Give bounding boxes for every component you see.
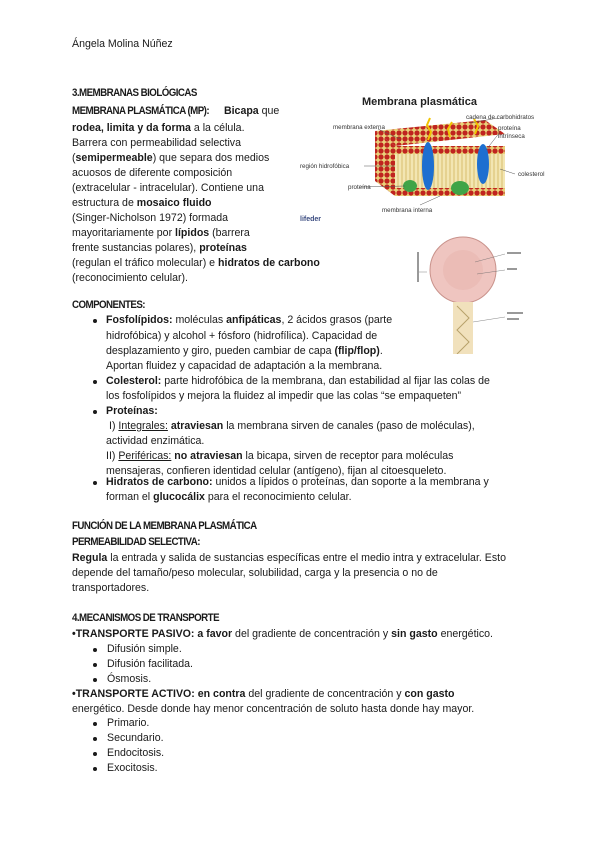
label-inner-membrane: membrana interna (382, 207, 433, 214)
intro-line (72, 227, 250, 240)
text: desplazamiento y giro, pueden cambiar de capa (106, 345, 335, 357)
protein-green (451, 181, 469, 195)
proteinas-perifericas: mensajeras, confieren identidad celular (antígeno), fijan al citoesqueleto. (106, 465, 447, 477)
underlined-term: Periféricas: (118, 450, 172, 462)
label-intrinsic-protein: proteína (498, 125, 521, 132)
bold-term: no atraviesan (171, 450, 243, 462)
bold-term: Fosfolípidos: (106, 314, 173, 326)
text: del gradiente de concentración y (245, 688, 405, 700)
colesterol-line: los fosfolípidos y mejora la fluidez al impedir que las colas “se empaqueten” (106, 390, 462, 402)
label-carbohydrate-chain: cadena de carbohidratos (466, 114, 535, 121)
text: la membrana sirven de canales (paso de moléculas), (223, 420, 475, 432)
bold-term: (flip/flop) (334, 345, 380, 357)
bold-term: Hidratos de carbono: (106, 476, 213, 488)
protein-green (403, 180, 417, 192)
bold-term: sin gasto (391, 628, 438, 640)
bullet-icon (93, 481, 97, 485)
list-item: Ósmosis. (107, 673, 152, 685)
bullet-icon (93, 752, 97, 756)
intro-line: acuosos de diferente composición (72, 167, 233, 179)
label-protein: proteína (348, 184, 371, 191)
bold-term: anfipáticas (226, 314, 282, 326)
bullet-icon (93, 410, 97, 414)
bold-term: en contra (194, 688, 246, 700)
membrane-heads-upper (395, 146, 505, 154)
list-item: Difusión facilitada. (107, 658, 193, 670)
text: unidos a lípidos o proteínas, dan soporte a la membrana y (212, 476, 489, 488)
function-paragraph: transportadores. (72, 582, 150, 594)
list-item: Primario. (107, 717, 150, 729)
components-title: COMPONENTES: (72, 299, 145, 311)
intro-line (72, 257, 320, 270)
text: la bicapa, sirven de receptor para moléculas (242, 450, 454, 462)
mp-title: MEMBRANA PLASMÁTICA (MP): (72, 105, 210, 117)
section-title: 4.MECANISMOS DE TRANSPORTE (72, 612, 220, 624)
text: moléculas (172, 314, 227, 326)
bullet-icon (93, 648, 97, 652)
bold-term: con gasto (404, 688, 455, 700)
intro-line: (Singer-Nicholson 1972) formada (72, 212, 229, 224)
fosfolipidos-line: hidrofóbica) y alcohol + fósforo (hidrofílica). Capacidad de (106, 330, 378, 342)
underlined-term: Integrales: (118, 420, 168, 432)
intro-line: (reconocimiento celular). (72, 272, 188, 284)
function-title: FUNCIÓN DE LA MEMBRANA PLASMÁTICA (72, 520, 257, 532)
watermark-logo: lifeder (300, 216, 322, 223)
fosfolipidos-line: desplazamiento y giro, pueden cambiar de capa (flip/flop). (106, 345, 383, 357)
bullet-icon (93, 737, 97, 741)
label-outer-membrane: membrana externa (333, 124, 385, 131)
bold-term: proteínas (199, 242, 247, 254)
label-hydrophobic-region: región hidrofóbica (300, 163, 350, 170)
proteinas-perifericas (106, 450, 453, 463)
bold-term: Regula (72, 552, 108, 564)
intro-line (72, 122, 245, 135)
author-name: Ángela Molina Núñez (72, 38, 173, 50)
intro-line: Barrera con permeabilidad selectiva (72, 137, 241, 149)
fosfolipidos-line (106, 314, 392, 327)
cell-inner (443, 250, 483, 290)
bold-term: hidratos de carbono (218, 257, 320, 269)
text: ) que separa dos medios (152, 152, 270, 164)
text: , 2 ácidos grasos (parte (281, 314, 393, 326)
intro-line (72, 242, 247, 255)
fosfolipidos-line: Aportan fluidez y capacidad de adaptación a la membrana. (106, 360, 383, 372)
intro-line (72, 197, 212, 210)
intro-line (72, 152, 269, 165)
transport-passive-line (72, 628, 493, 641)
text: estructura de (72, 197, 137, 209)
cell-diagram-illustration (415, 232, 545, 354)
text: mayoritariamente por (72, 227, 176, 239)
bold-term: •TRANSPORTE PASIVO: (72, 628, 195, 640)
text: energético. (437, 628, 493, 640)
protein-blue (477, 144, 489, 184)
intro-line (72, 105, 279, 118)
hidratos-line (106, 491, 352, 504)
cell-diagram (415, 232, 545, 354)
list-item: Endocitosis. (107, 747, 165, 759)
text: parte hidrofóbica de la membrana, dan estabilidad al fijar las colas de (161, 375, 490, 387)
text: (barrera (209, 227, 250, 239)
list-item: Difusión simple. (107, 643, 182, 655)
text: frente sustancias polares), (72, 242, 200, 254)
transport-active-line: energético. Desde donde hay menor concentración de soluto hasta donde hay mayor. (72, 703, 475, 715)
protein-blue (422, 142, 434, 190)
text: I) (109, 420, 119, 432)
bullet-icon (93, 767, 97, 771)
text: forman el (106, 491, 154, 503)
bullet-icon (93, 319, 97, 323)
membrane-figure (300, 94, 550, 226)
bullet-icon (93, 722, 97, 726)
cell-stalk (453, 302, 473, 354)
bold-term: Bicapa (223, 105, 259, 117)
text: II) (106, 450, 119, 462)
bold-term: atraviesan (167, 420, 224, 432)
membrane-top-surface (375, 120, 505, 146)
bullet-icon (93, 380, 97, 384)
bold-term: semipermeable (75, 152, 153, 164)
bold-term: Proteínas: (106, 405, 158, 417)
function-paragraph (72, 552, 506, 565)
text: del gradiente de concentración y (232, 628, 392, 640)
bold-term: lípidos (175, 227, 210, 239)
text: la entrada y salida de sustancias específicas entre el medio intra y extracelular. Esto (107, 552, 506, 564)
section-title: 3.MEMBRANAS BIOLÓGICAS (72, 87, 197, 99)
function-subtitle: PERMEABILIDAD SELECTIVA: (72, 536, 200, 548)
bold-term: Colesterol: (106, 375, 162, 387)
proteinas-integrales (109, 420, 475, 433)
bold-term: •TRANSPORTE ACTIVO: (72, 688, 195, 700)
label-intrinsic-protein-2: intrínseca (498, 133, 525, 140)
bold-term: rodea, limita y da forma (72, 122, 191, 134)
text: ( (72, 152, 76, 164)
function-paragraph: depende del tamaño/peso molecular, solubilidad, carga y la presencia o no de (72, 567, 438, 579)
intro-line: (extracelular - intracelular). Contiene una (72, 182, 264, 194)
bold-term: glucocálix (153, 491, 205, 503)
proteinas-integrales: actividad enzimática. (106, 435, 205, 447)
text: para el reconocimiento celular. (204, 491, 352, 503)
transport-active-line (72, 688, 454, 701)
label-cholesterol: colesterol (518, 171, 545, 178)
proteinas-title (106, 405, 158, 418)
figure-title: Membrana plasmática (362, 96, 477, 108)
hidratos-line (106, 476, 489, 489)
list-item: Exocitosis. (107, 762, 158, 774)
list-item: Secundario. (107, 732, 164, 744)
text: (regulan el tráfico molecular) e (72, 257, 219, 269)
bold-term: mosaico fluido (136, 197, 212, 209)
text: que (258, 105, 280, 117)
text: a la célula. (190, 122, 245, 134)
bullet-icon (93, 678, 97, 682)
bold-term: a favor (194, 628, 233, 640)
colesterol-line (106, 375, 490, 388)
bullet-icon (93, 663, 97, 667)
